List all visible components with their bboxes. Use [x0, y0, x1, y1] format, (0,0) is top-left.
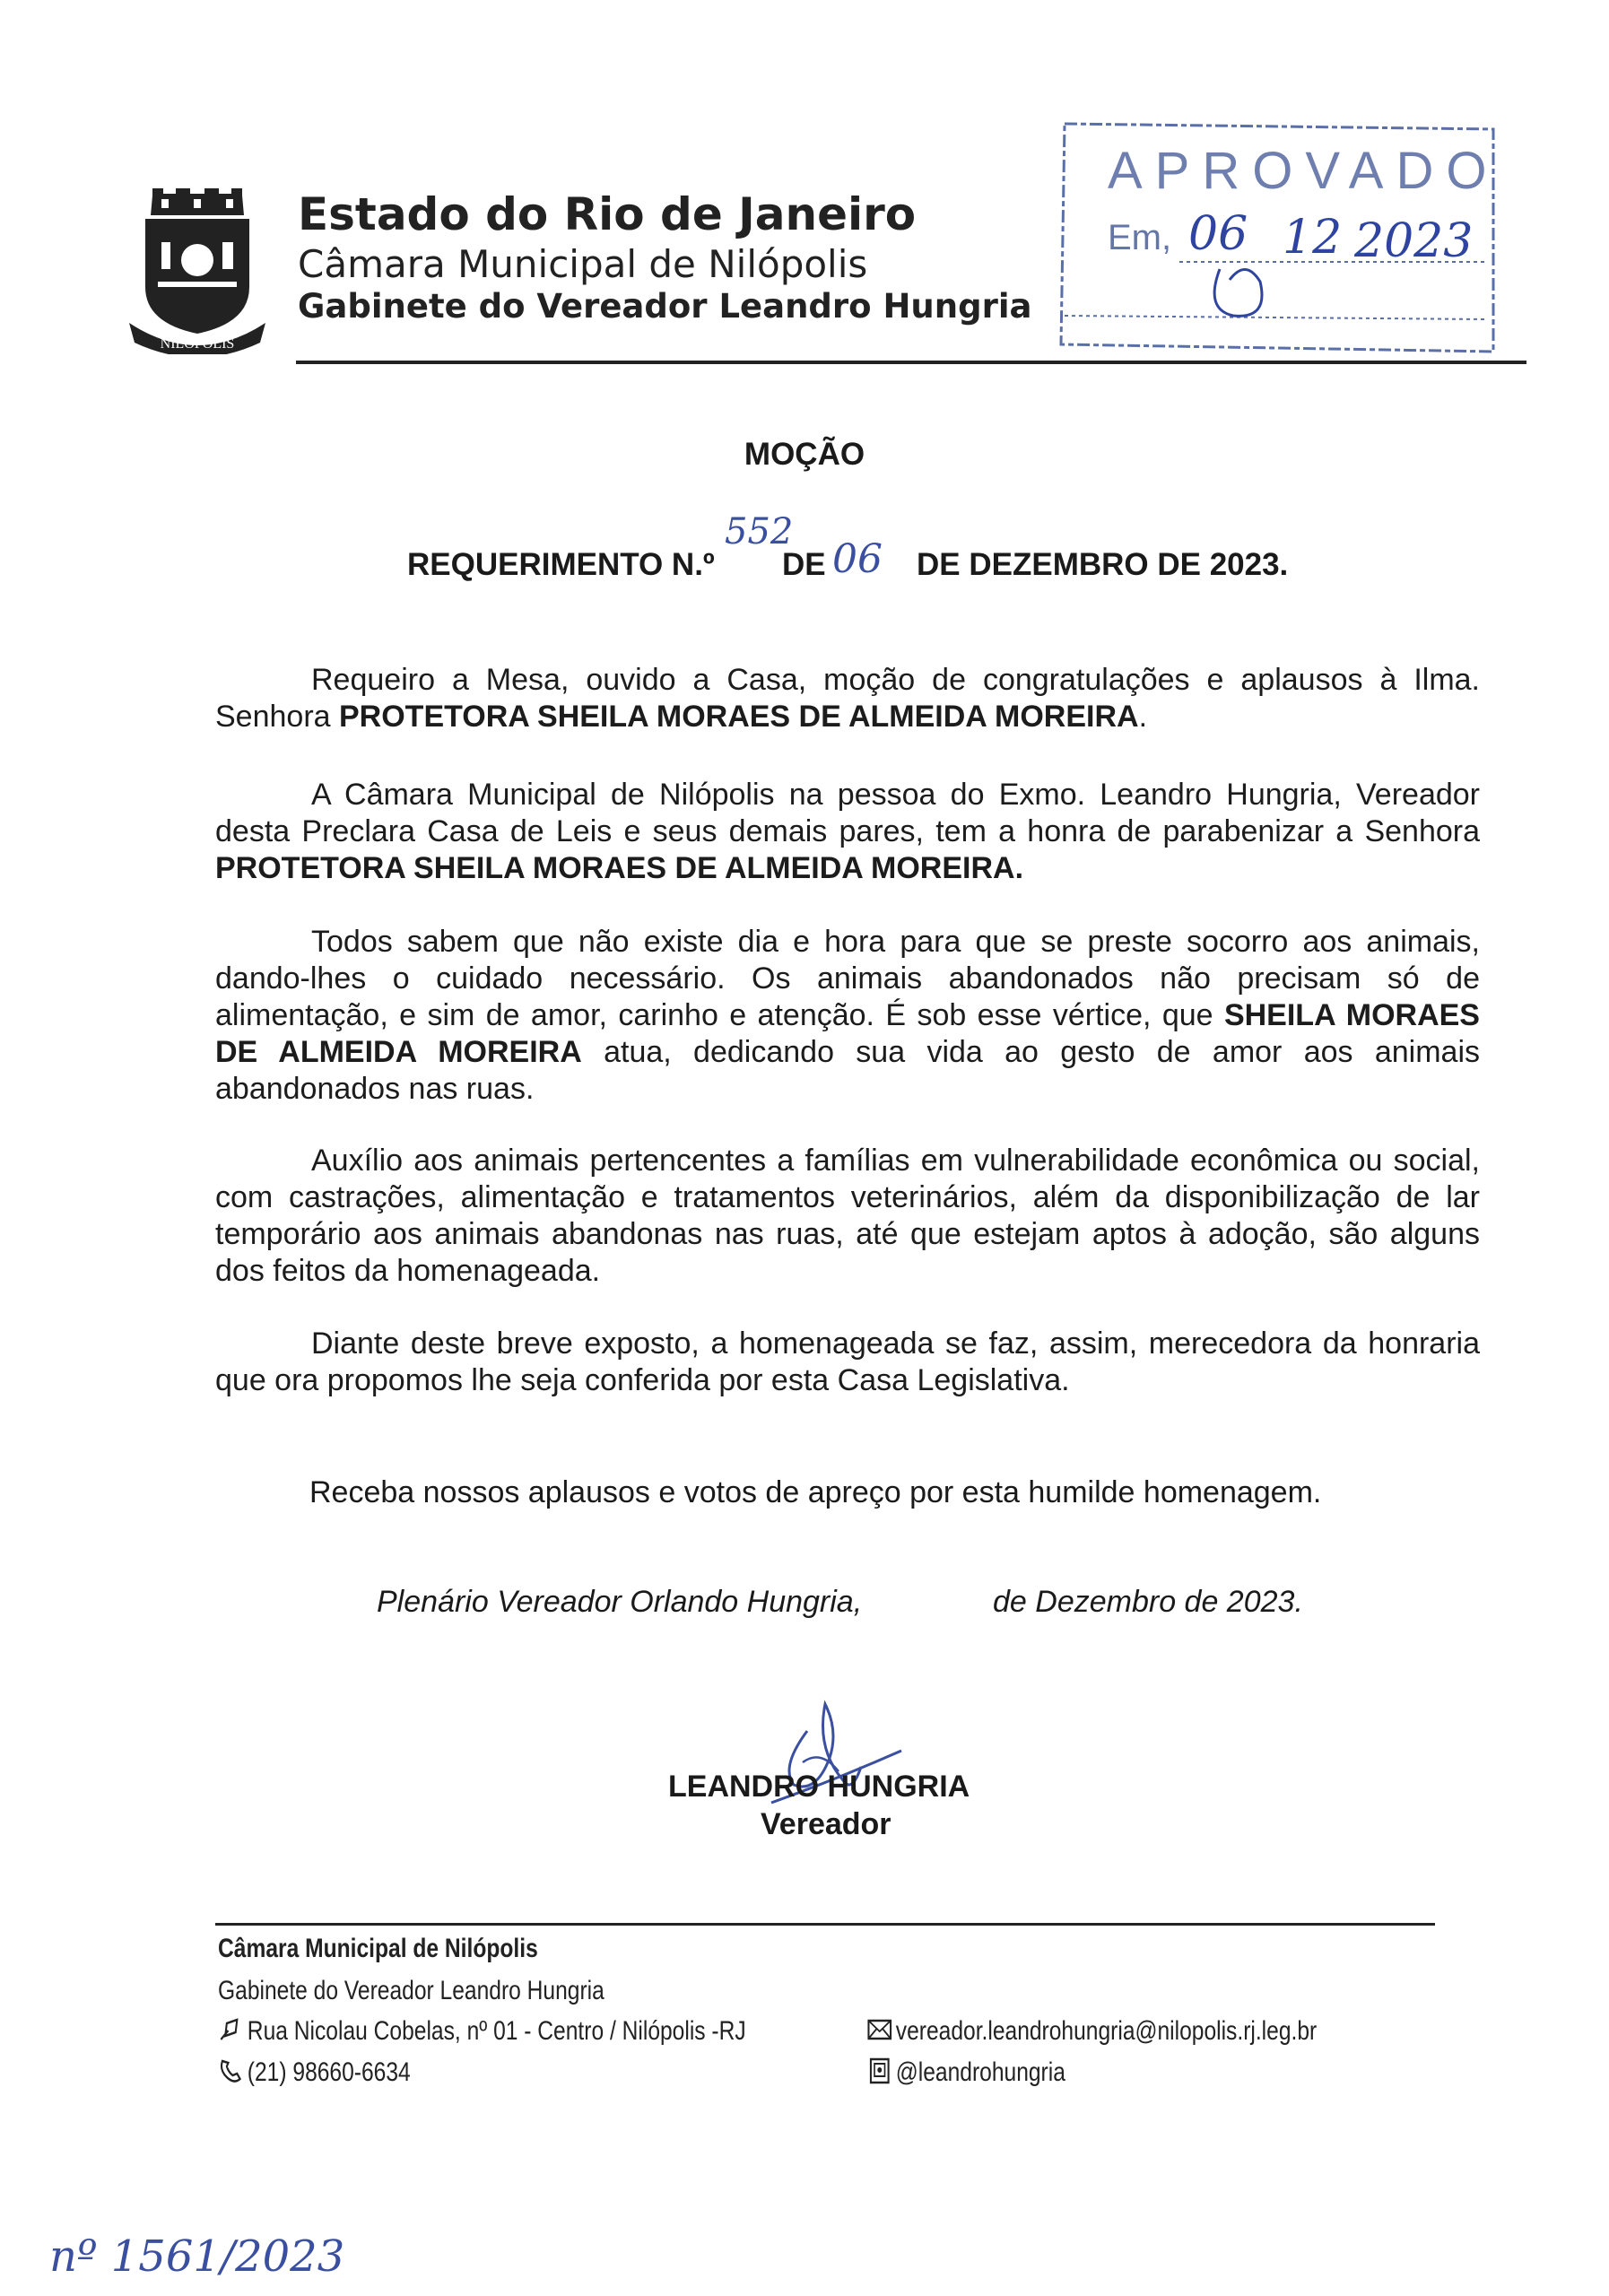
paragraph-2: A Câmara Municipal de Nilópolis na pessoa do Exmo. Leandro Hungria, Vereador desta Preclara Casa de Leis e seus demais pares, tem a honra de parabenizar a Senhora PROTETORA SHEILA MORAES DE ALMEIDA MOREIRA. [215, 778, 1480, 885]
svg-text:06: 06 [1188, 207, 1248, 261]
svg-text:APROVADO: APROVADO [1108, 142, 1500, 200]
municipal-crest-logo [126, 188, 269, 354]
requerimento-de: DE [782, 547, 826, 582]
footer-address: Rua Nicolau Cobelas, nº 01 - Centro / Nilópolis -RJ [218, 2016, 746, 2047]
paragraph-5: Diante deste breve exposto, a homenageada se faz, assim, merecedora da honraria que ora propomos lhe seja conferida por esta Casa Legislativa. [215, 1326, 1480, 1397]
document-title: MOÇÃO [744, 437, 865, 472]
header-state: Estado do Rio de Janeiro [298, 188, 917, 240]
paragraph-4: Auxílio aos animais pertencentes a famílias em vulnerabilidade econômica ou social, com castrações, alimentação e tratamentos veterinários, além da disponibilização de lar temporário aos animais abandonas nas ruas, até que estejam aptos à adoção, são alguns dos feitos da homenageada. [215, 1144, 1480, 1288]
mail-icon [866, 2016, 893, 2043]
pin-icon [218, 2016, 245, 2043]
footer-social[interactable]: @leandrohungria [866, 2057, 1065, 2088]
requerimento-number: 552 [725, 511, 794, 552]
requerimento-suffix: DE DEZEMBRO DE 2023. [917, 547, 1289, 582]
header-camara: Câmara Municipal de Nilópolis [298, 242, 868, 286]
paragraph-3: Todos sabem que não existe dia e hora para que se preste socorro aos animais, dando-lhes o cuidado necessário. Os animais abandonados não precisam só de alimentação, e sim de amor, carinho e atenção. É sob esse vértice, que SHEILA MORAES DE ALMEIDA MOREIRA atua, dedicando sua vida ao gesto de amor aos animais abandonados nas ruas. [215, 925, 1481, 1106]
paragraph-1: Requeiro a Mesa, ouvido a Casa, moção de congratulações e aplausos à Ilma. Senhora PROTETORA SHEILA MORAES DE ALMEIDA MOREIRA. [215, 663, 1480, 734]
date-line: de Dezembro de 2023. [993, 1585, 1303, 1619]
phone-icon [218, 2057, 245, 2084]
svg-text:2023: 2023 [1354, 214, 1474, 268]
svg-text:NILÓPOLIS: NILÓPOLIS [160, 336, 235, 352]
closing-line: Receba nossos aplausos e votos de apreço por esta humilde homenagem. [309, 1475, 1322, 1509]
signer-role: Vereador [761, 1807, 891, 1841]
footer-org: Câmara Municipal de Nilópolis [218, 1934, 538, 1963]
header-rule [296, 361, 1526, 364]
approval-stamp [1054, 117, 1502, 357]
footer-email[interactable]: vereador.leandrohungria@nilopolis.rj.leg.br [866, 2016, 1317, 2047]
header-gabinete: Gabinete do Vereador Leandro Hungria [298, 287, 1032, 326]
svg-text:12: 12 [1283, 211, 1343, 265]
footer-rule [215, 1923, 1435, 1926]
social-icon [866, 2057, 893, 2084]
svg-text:Em,: Em, [1108, 218, 1172, 257]
requerimento-prefix: REQUERIMENTO N.º [407, 547, 715, 582]
handwritten-protocol-note: nº 1561/2023 [49, 2231, 345, 2282]
requerimento-day: 06 [832, 536, 883, 582]
place-line: Plenário Vereador Orlando Hungria, [377, 1585, 863, 1619]
signer-name: LEANDRO HUNGRIA [668, 1770, 970, 1804]
footer-phone: (21) 98660-6634 [218, 2057, 411, 2088]
footer-gabinete: Gabinete do Vereador Leandro Hungria [218, 1976, 604, 2005]
